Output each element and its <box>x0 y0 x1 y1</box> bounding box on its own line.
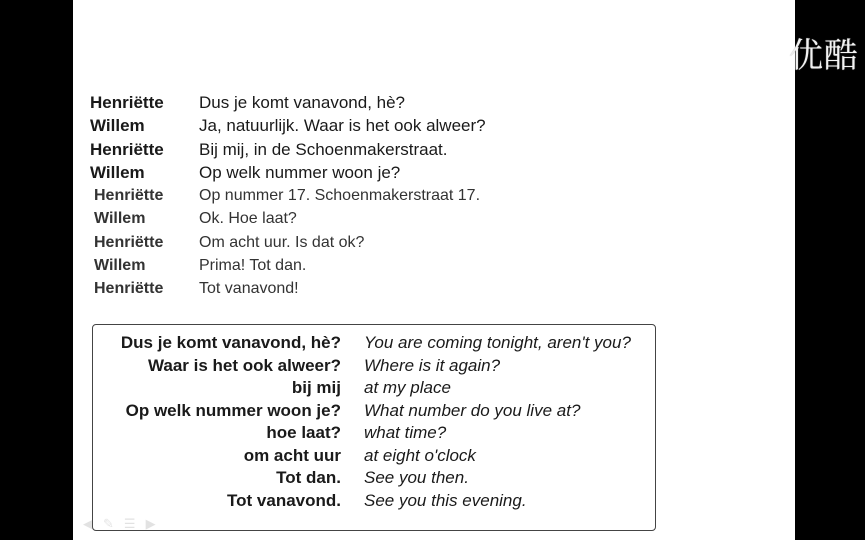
vocabulary-row <box>93 422 655 445</box>
dialogue-line <box>90 184 650 207</box>
presentation-toolbar <box>83 517 156 532</box>
dutch-phrase: Waar is het ook alweer? <box>147 356 341 375</box>
english-translation: What number do you live at? <box>364 401 581 420</box>
arrow-left-icon[interactable]: ◀ <box>83 517 93 532</box>
vocabulary-box <box>92 324 656 531</box>
english-translation: at eight o'clock <box>364 446 476 465</box>
utterance-text: Ok. Hoe laat? <box>199 210 297 228</box>
vocabulary-row <box>93 377 655 400</box>
dutch-phrase: bij mij <box>291 378 341 397</box>
utterance-text: Bij mij, in de Schoenmakerstraat. <box>199 139 448 159</box>
vocabulary-row <box>93 490 655 513</box>
utterance-text: Tot vanavond! <box>199 280 299 298</box>
dialogue-line <box>90 91 650 114</box>
vocabulary-row <box>93 400 655 423</box>
speaker-name: Willem <box>94 257 146 275</box>
dutch-phrase: Op welk nummer woon je? <box>125 401 341 420</box>
vocabulary-row <box>93 332 655 355</box>
speaker-name: Willem <box>94 210 146 228</box>
dialogue-line <box>90 138 650 161</box>
logo-watermark: 优酷 <box>789 36 859 76</box>
dialogue-line <box>90 277 650 300</box>
english-translation: See you then. <box>364 468 469 487</box>
dialogue-line <box>90 161 650 184</box>
english-translation: You are coming tonight, aren't you? <box>364 333 631 352</box>
vocabulary-row <box>93 355 655 378</box>
document-page <box>73 0 795 540</box>
english-translation: Where is it again? <box>364 356 501 375</box>
speaker-name: Henriëtte <box>94 187 164 205</box>
utterance-text: Op nummer 17. Schoenmakerstraat 17. <box>199 187 481 205</box>
dialogue-line <box>90 231 650 254</box>
speaker-name: Willem <box>90 116 145 136</box>
speaker-name: Henriëtte <box>90 139 164 159</box>
english-translation: at my place <box>364 378 451 397</box>
dialogue-line <box>90 207 650 230</box>
dialogue-line <box>90 254 650 277</box>
pen-icon[interactable]: ✎ <box>103 517 114 532</box>
utterance-text: Ja, natuurlijk. Waar is het ook alweer? <box>199 116 486 136</box>
vocabulary-row <box>93 445 655 468</box>
speaker-name: Henriëtte <box>94 233 164 251</box>
english-translation: what time? <box>364 423 447 442</box>
dialogue-section <box>90 91 650 301</box>
utterance-text: Prima! Tot dan. <box>199 257 307 275</box>
menu-icon[interactable]: ☰ <box>123 517 136 532</box>
utterance-text: Om acht uur. Is dat ok? <box>199 233 365 251</box>
dutch-phrase: Tot vanavond. <box>227 491 341 510</box>
speaker-name: Henriëtte <box>90 93 164 112</box>
dutch-phrase: hoe laat? <box>266 423 341 442</box>
utterance-text: Dus je komt vanavond, hè? <box>199 93 406 112</box>
english-translation: See you this evening. <box>364 491 527 510</box>
utterance-text: Op welk nummer woon je? <box>199 162 401 182</box>
dutch-phrase: Tot dan. <box>276 468 341 487</box>
arrow-right-icon[interactable]: ▶ <box>145 517 156 532</box>
dutch-phrase: om acht uur <box>243 446 341 465</box>
dialogue-line <box>90 114 650 137</box>
speaker-name: Willem <box>90 162 145 182</box>
dutch-phrase: Dus je komt vanavond, hè? <box>120 333 341 352</box>
vocabulary-row <box>93 467 655 490</box>
speaker-name: Henriëtte <box>94 280 164 298</box>
